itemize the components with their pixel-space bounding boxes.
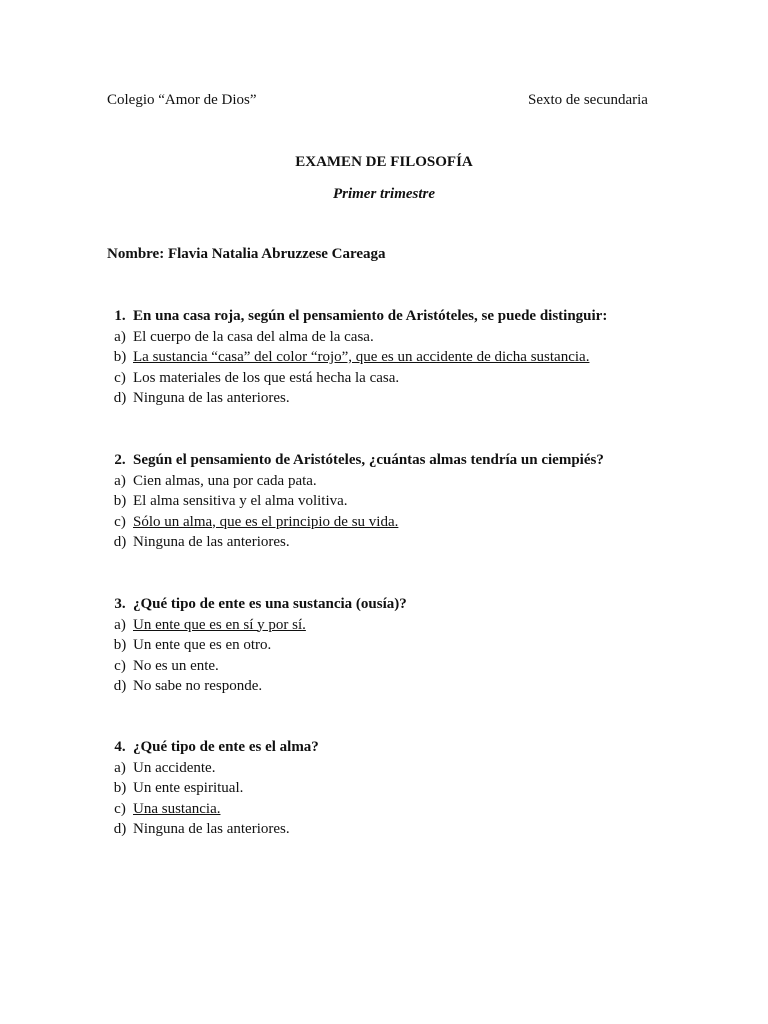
option-text: Los materiales de los que está hecha la casa. (133, 369, 400, 386)
option-letter: c) (114, 369, 126, 386)
question-1 (107, 306, 667, 409)
option-text: Un ente espiritual. (133, 780, 244, 796)
option-letter: a) (114, 472, 126, 489)
option-letter: c) (114, 800, 126, 817)
option-letter: c) (114, 513, 126, 530)
question-1-option-d (107, 388, 667, 409)
option-letter: d) (113, 678, 127, 694)
question-2-option-a (107, 471, 667, 492)
question-2-option-d (107, 532, 667, 553)
option-letter: b) (113, 493, 127, 509)
school-name: Colegio “Amor de Dios” (107, 92, 257, 108)
question-text: Según el pensamiento de Aristóteles, ¿cuántas almas tendría un ciempiés? (133, 452, 604, 468)
question-number: 3. (114, 596, 126, 612)
exam-subtitle: Primer trimestre (332, 186, 436, 202)
question-3-option-a (107, 615, 667, 636)
option-text: El cuerpo de la casa del alma de la casa. (133, 328, 374, 345)
question-3-option-c (107, 656, 667, 677)
question-3 (107, 594, 667, 697)
question-2 (107, 450, 667, 553)
student-name: Nombre: Flavia Natalia Abruzzese Careaga (107, 246, 386, 262)
question-3-prompt (107, 594, 667, 615)
question-4-prompt (107, 737, 667, 758)
question-1-option-c (107, 368, 667, 389)
question-4 (107, 737, 667, 840)
option-text-selected: Una sustancia. (133, 800, 221, 817)
question-4-option-a (107, 758, 667, 779)
option-text-selected: La sustancia “casa” del color “rojo”, que es un accidente de dicha sustancia. (133, 349, 590, 365)
option-letter: a) (114, 616, 126, 633)
question-4-option-b (107, 778, 667, 799)
question-1-option-a (107, 327, 667, 348)
option-letter: d) (113, 821, 127, 837)
question-number: 1. (114, 308, 126, 324)
option-text: El alma sensitiva y el alma volitiva. (133, 493, 348, 509)
option-letter: a) (114, 328, 126, 345)
question-2-option-c (107, 512, 667, 533)
question-2-prompt (107, 450, 667, 471)
question-text: En una casa roja, según el pensamiento de Aristóteles, se puede distinguir: (133, 308, 608, 324)
option-letter: b) (113, 637, 127, 653)
option-text: No es un ente. (133, 657, 219, 674)
question-4-option-c (107, 799, 667, 820)
option-text: Ninguna de las anteriores. (133, 534, 290, 550)
exam-title: EXAMEN DE FILOSOFÍA (295, 154, 473, 170)
question-3-option-d (107, 676, 667, 697)
option-text: No sabe no responde. (133, 678, 263, 694)
question-number: 4. (114, 739, 126, 755)
option-text-selected: Sólo un alma, que es el principio de su vida. (133, 513, 399, 530)
option-letter: a) (114, 759, 126, 776)
option-text: Un ente que es en otro. (133, 637, 272, 653)
question-1-prompt (107, 306, 667, 327)
question-3-option-b (107, 635, 667, 656)
question-text: ¿Qué tipo de ente es una sustancia (ousía)? (133, 596, 407, 612)
question-2-option-b (107, 491, 667, 512)
option-text: Cien almas, una por cada pata. (133, 472, 317, 489)
option-letter: d) (113, 390, 127, 406)
option-text-selected: Un ente que es en sí y por sí. (133, 616, 306, 633)
question-1-option-b (107, 347, 667, 368)
question-number: 2. (114, 452, 126, 468)
option-letter: b) (113, 349, 127, 365)
option-text: Un accidente. (133, 759, 216, 776)
option-letter: d) (113, 534, 127, 550)
question-text: ¿Qué tipo de ente es el alma? (133, 739, 319, 755)
option-text: Ninguna de las anteriores. (133, 821, 290, 837)
grade-level: Sexto de secundaria (528, 92, 648, 108)
option-letter: c) (114, 657, 126, 674)
option-text: Ninguna de las anteriores. (133, 390, 290, 406)
question-4-option-d (107, 819, 667, 840)
option-letter: b) (113, 780, 127, 796)
